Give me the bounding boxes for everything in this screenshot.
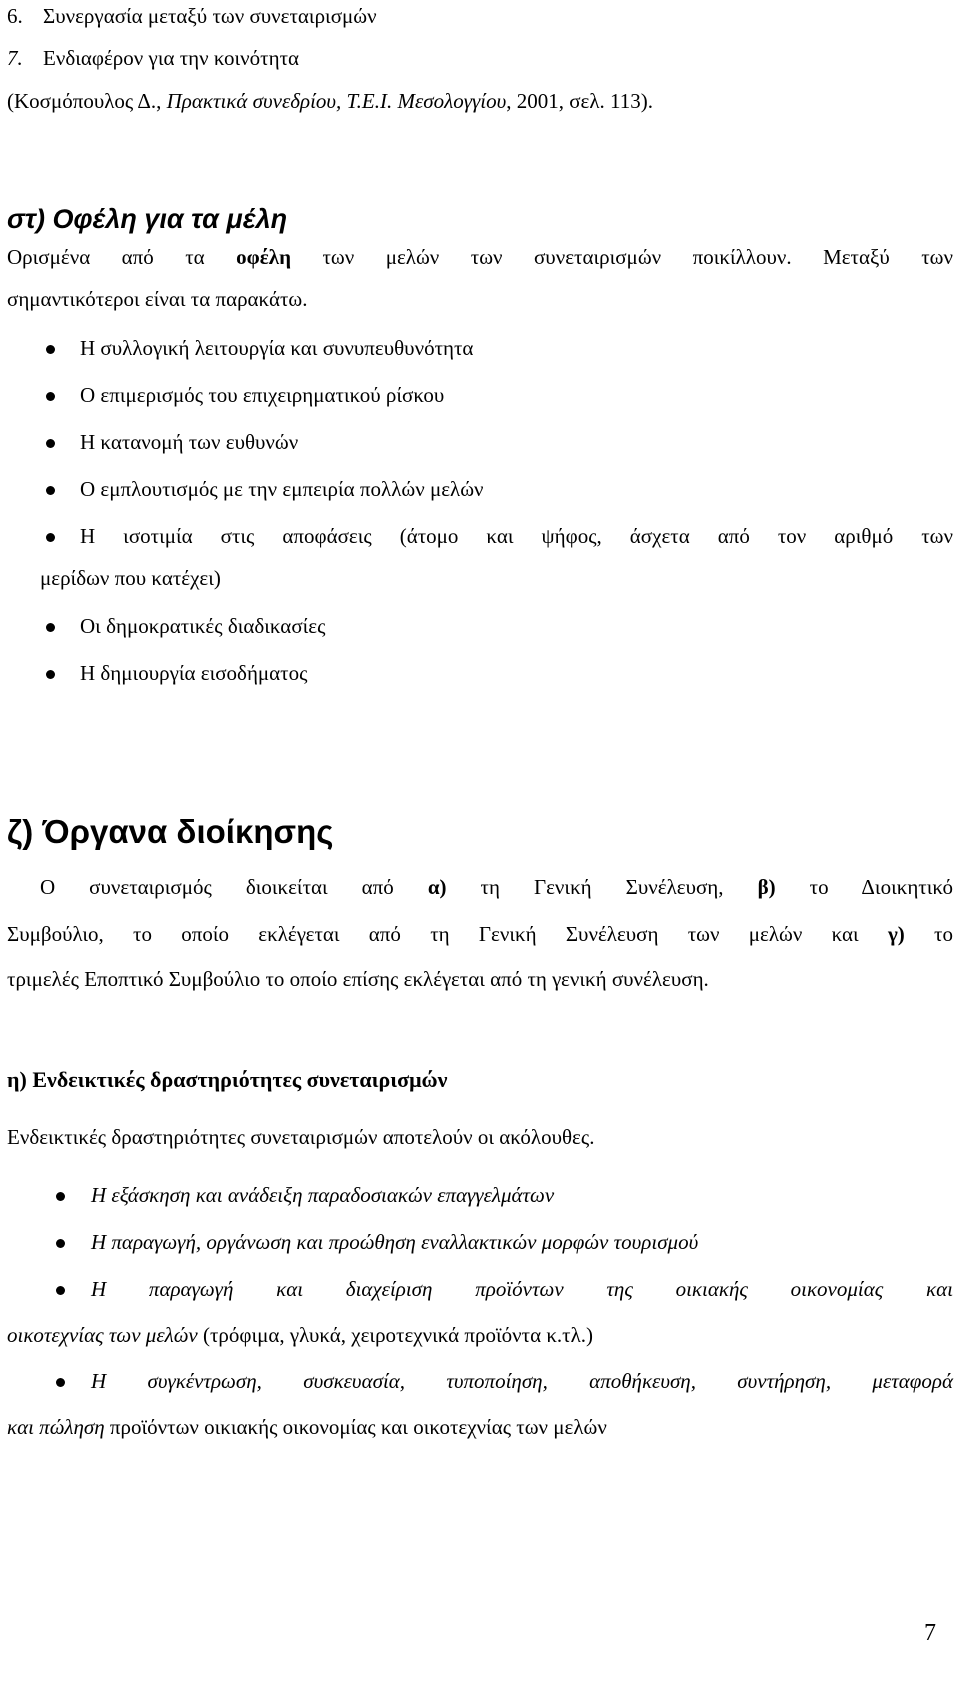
item-number: 7. (7, 46, 23, 70)
citation-author: (Κοσμόπουλος Δ., (7, 89, 167, 113)
governance-para-line-1: Ο συνεταιρισμός διοικείται από α) τη Γενική Συνέλευση, β) το Διοικητικό (40, 875, 954, 899)
citation (7, 91, 653, 112)
citation-details: , 2001, σελ. 113). (506, 89, 654, 113)
section-heading-activities: η) Ενδεικτικές δραστηριότητες συνεταιρισμών (7, 1067, 448, 1092)
bullet-icon (46, 670, 55, 679)
bullet-icon (46, 392, 55, 401)
page-number: 7 (924, 1620, 936, 1646)
bullet-icon (56, 1286, 65, 1295)
bullet-icon (56, 1192, 65, 1201)
activity-item: Η παραγωγή, οργάνωση και προώθηση εναλλακτικών μορφών τουρισμού (91, 1230, 699, 1254)
benefit-item: Ο εμπλουτισμός με την εμπειρία πολλών μελών (80, 477, 484, 501)
item-number: 6. (7, 4, 23, 28)
activity-item: Η συγκέντρωση, συσκευασία, τυποποίηση, αποθήκευση, συντήρηση, μεταφορά (91, 1369, 953, 1393)
benefit-item: Οι δημοκρατικές διαδικασίες (80, 614, 326, 638)
benefit-item: Η ισοτιμία στις αποφάσεις (άτομο και ψήφος, άσχετα από τον αριθμό των (80, 524, 953, 548)
benefit-item: Η δημιουργία εισοδήματος (80, 661, 308, 685)
bullet-icon (56, 1378, 65, 1387)
bullet-icon (46, 486, 55, 495)
benefit-item-continuation: μερίδων που κατέχει) (40, 566, 221, 590)
bullet-icon (46, 439, 55, 448)
benefits-intro-line-1: Ορισμένα από τα οφέλη των μελών των συνεταιρισμών ποικίλλουν. Μεταξύ των (7, 245, 953, 269)
activities-intro: Ενδεικτικές δραστηριότητες συνεταιρισμών αποτελούν οι ακόλουθες. (7, 1125, 595, 1149)
section-heading-benefits: στ) Οφέλη για τα μέλη (7, 204, 288, 234)
activity-item-continuation: και πώληση προϊόντων οικιακής οικονομίας και οικοτεχνίας των μελών (7, 1415, 607, 1439)
governance-para-line-3: τριμελές Εποπτικό Συμβούλιο το οποίο επίσης εκλέγεται από τη γενική συνέλευση. (7, 967, 709, 991)
bullet-icon (56, 1239, 65, 1248)
benefit-item: Η κατανομή των ευθυνών (80, 430, 299, 454)
activity-item: Η εξάσκηση και ανάδειξη παραδοσιακών επαγγελμάτων (91, 1183, 555, 1207)
benefits-intro-line-2: σημαντικότεροι είναι τα παρακάτω. (7, 287, 308, 311)
bullet-icon (46, 623, 55, 632)
bullet-icon (46, 345, 55, 354)
benefit-item: Η συλλογική λειτουργία και συνυπευθυνότητα (80, 336, 474, 360)
numbered-item-6 (7, 6, 377, 27)
section-heading-governance: ζ) Όργανα διοίκησης (7, 813, 334, 850)
numbered-item-7 (7, 48, 299, 69)
governance-para-line-2: Συμβούλιο, το οποίο εκλέγεται από τη Γενική Συνέλευση των μελών και γ) το (7, 922, 953, 946)
item-text: Συνεργασία μεταξύ των συνεταιρισμών (43, 4, 377, 28)
activity-item: Η παραγωγή και διαχείριση προϊόντων της οικιακής οικονομίας και (91, 1277, 953, 1301)
benefit-item: Ο επιμερισμός του επιχειρηματικού ρίσκου (80, 383, 445, 407)
item-text: Ενδιαφέρον για την κοινότητα (43, 46, 300, 70)
bullet-icon (46, 533, 55, 542)
citation-source: Πρακτικά συνεδρίου, Τ.Ε.Ι. Μεσολογγίου (166, 89, 507, 113)
activity-item-continuation: οικοτεχνίας των μελών (τρόφιμα, γλυκά, χειροτεχνικά προϊόντα κ.τλ.) (7, 1323, 594, 1347)
